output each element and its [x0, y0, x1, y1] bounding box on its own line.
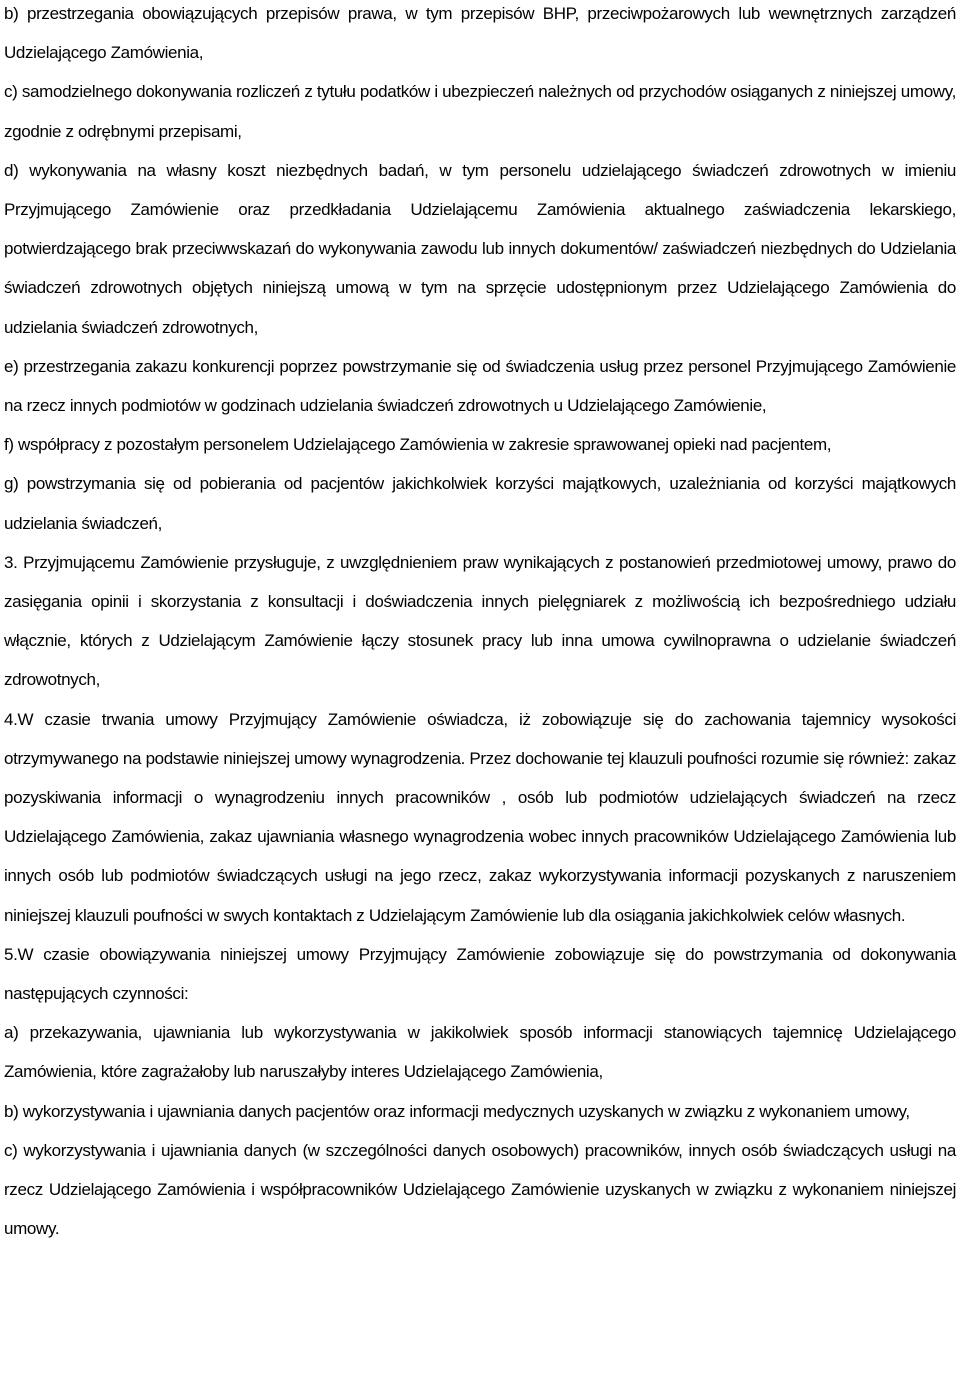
document-page [4, 0, 956, 1398]
paragraph-5: 5.W czasie obowiązywania niniejszej umowy Przyjmujący Zamówienie zobowiązuje się do powstrzymania od dokonywania następujących czynności: [4, 944, 956, 1004]
paragraph-e: e) przestrzegania zakazu konkurencji poprzez powstrzymanie się od świadczenia usług przez personel Przyjmującego Zamówienie na rzecz innych podmiotów w godzinach udzielania świadczeń zdrowotnych u Udzielającego Zamówienie, [4, 356, 956, 416]
paragraph-d: d) wykonywania na własny koszt niezbędnych badań, w tym personelu udzielającego świadczeń zdrowotnych w imieniu Przyjmującego Zamówienie oraz przedkładania Udzielającemu Zamówienia aktualnego zaświadczenia lekarskiego, potwierdzającego brak przeciwwskazań do wykonywania zawodu lub innych dokumentów/ zaświadczeń niezbędnych do Udzielania świadczeń zdrowotnych objętych niniejszą umową w tym na sprzęcie udostępnionym przez Udzielającego Zamówienia do udzielania świadczeń zdrowotnych, [4, 160, 956, 337]
paragraph-f: f) współpracy z pozostałym personelem Udzielającego Zamówienia w zakresie sprawowanej opieki nad pacjentem, [4, 435, 832, 455]
paragraph-g: g) powstrzymania się od pobierania od pacjentów jakichkolwiek korzyści majątkowych, uzależniania od korzyści majątkowych udzielania świadczeń, [4, 474, 956, 533]
paragraph-3: 3. Przyjmującemu Zamówienie przysługuje, z uwzględnieniem praw wynikających z postanowień przedmiotowej umowy, prawo do zasięgania opinii i skorzystania z konsultacji i doświadczenia innych pielęgniarek z możliwością ich bezpośredniego udziału włącznie, których z Udzielającym Zamówienie łączy stosunek pracy lub inna umowa cywilnoprawna o udzielanie świadczeń zdrowotnych, [4, 552, 956, 690]
paragraph-4: 4.W czasie trwania umowy Przyjmujący Zamówienie oświadcza, iż zobowiązuje się do zachowania tajemnicy wysokości otrzymywanego na podstawie niniejszej umowy wynagrodzenia. Przez dochowanie tej klauzuli poufności rozumie się również: zakaz pozyskiwania informacji o wynagrodzeniu innych pracowników , osób lub podmiotów udzielających świadczeń na rzecz Udzielającego Zamówienia, zakaz ujawniania własnego wynagrodzenia wobec innych pracowników Udzielającego Zamówienia lub innych osób lub podmiotów świadczących usługi na jego rzecz, zakaz wykorzystywania informacji pozyskanych z naruszeniem niniejszej klauzuli poufności w swych kontaktach z Udzielającym Zamówienie lub dla osiągania jakichkolwiek celów własnych. [4, 709, 956, 925]
paragraph-5c: c) wykorzystywania i ujawniania danych (w szczególności danych osobowych) pracowników, innych osób świadczących usługi na rzecz Udzielającego Zamówienia i współpracowników Udzielającego Zamówienie uzyskanych w związku z wykonaniem niniejszej umowy. [4, 1140, 956, 1239]
paragraph-b: b) przestrzegania obowiązujących przepisów prawa, w tym przepisów BHP, przeciwpożarowych lub wewnętrznych zarządzeń Udzielającego Zamówienia, [4, 4, 956, 63]
paragraph-5a: a) przekazywania, ujawniania lub wykorzystywania w jakikolwiek sposób informacji stanowiących tajemnicę Udzielającego Zamówienia, które zagrażałoby lub naruszałyby interes Udzielającego Zamówienia, [4, 1023, 956, 1082]
paragraph-5b: b) wykorzystywania i ujawniania danych pacjentów oraz informacji medycznych uzyskanych w związku z wykonaniem umowy, [4, 1101, 910, 1121]
paragraph-c: c) samodzielnego dokonywania rozliczeń z tytułu podatków i ubezpieczeń należnych od przychodów osiąganych z niniejszej umowy, zgodnie z odrębnymi przepisami, [4, 82, 956, 141]
